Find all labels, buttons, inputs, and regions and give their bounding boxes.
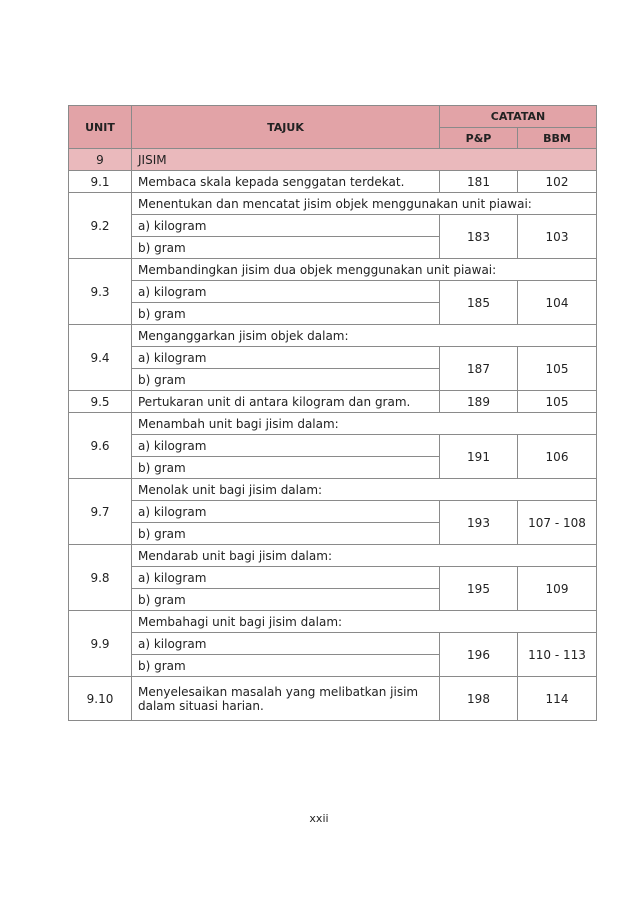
table-row bbox=[69, 567, 597, 589]
header-bbm: BBM bbox=[518, 128, 597, 149]
unit-cell: 9.5 bbox=[69, 391, 132, 413]
title-cell: Menyelesaikan masalah yang melibatkan jisim dalam situasi harian. bbox=[132, 677, 440, 721]
table-row bbox=[69, 501, 597, 523]
title-cell: Pertukaran unit di antara kilogram dan gram. bbox=[132, 391, 440, 413]
table-row bbox=[69, 413, 597, 435]
option-b-cell: b) gram bbox=[132, 523, 440, 545]
bbm-cell: 102 bbox=[518, 171, 597, 193]
unit-cell: 9.3 bbox=[69, 259, 132, 325]
bbm-cell: 109 bbox=[518, 567, 597, 611]
header-pp: P&P bbox=[440, 128, 518, 149]
table-row bbox=[69, 545, 597, 567]
unit-cell: 9.7 bbox=[69, 479, 132, 545]
pp-cell: 181 bbox=[440, 171, 518, 193]
section-title: JISIM bbox=[132, 149, 597, 171]
pp-cell: 198 bbox=[440, 677, 518, 721]
title-cell: Membahagi unit bagi jisim dalam: bbox=[132, 611, 597, 633]
title-cell: Menganggarkan jisim objek dalam: bbox=[132, 325, 597, 347]
header-unit: UNIT bbox=[69, 106, 132, 149]
unit-cell: 9.6 bbox=[69, 413, 132, 479]
pp-cell: 187 bbox=[440, 347, 518, 391]
option-a-cell: a) kilogram bbox=[132, 281, 440, 303]
option-b-cell: b) gram bbox=[132, 655, 440, 677]
bbm-cell: 107 - 108 bbox=[518, 501, 597, 545]
pp-cell: 183 bbox=[440, 215, 518, 259]
table-row bbox=[69, 677, 597, 721]
title-cell: Menolak unit bagi jisim dalam: bbox=[132, 479, 597, 501]
header-catatan: CATATAN bbox=[440, 106, 597, 128]
table-row bbox=[69, 611, 597, 633]
option-b-cell: b) gram bbox=[132, 589, 440, 611]
section-unit: 9 bbox=[69, 149, 132, 171]
pp-cell: 193 bbox=[440, 501, 518, 545]
option-b-cell: b) gram bbox=[132, 303, 440, 325]
unit-cell: 9.1 bbox=[69, 171, 132, 193]
option-a-cell: a) kilogram bbox=[132, 347, 440, 369]
contents-table bbox=[68, 105, 597, 721]
pp-cell: 189 bbox=[440, 391, 518, 413]
option-a-cell: a) kilogram bbox=[132, 501, 440, 523]
title-cell: Membaca skala kepada senggatan terdekat. bbox=[132, 171, 440, 193]
bbm-cell: 104 bbox=[518, 281, 597, 325]
option-a-cell: a) kilogram bbox=[132, 215, 440, 237]
table-row bbox=[69, 479, 597, 501]
bbm-cell: 105 bbox=[518, 391, 597, 413]
table-row bbox=[69, 171, 597, 193]
table-row bbox=[69, 215, 597, 237]
table-row bbox=[69, 347, 597, 369]
option-a-cell: a) kilogram bbox=[132, 567, 440, 589]
pp-cell: 196 bbox=[440, 633, 518, 677]
table-row bbox=[69, 435, 597, 457]
unit-cell: 9.9 bbox=[69, 611, 132, 677]
title-cell: Menambah unit bagi jisim dalam: bbox=[132, 413, 597, 435]
bbm-cell: 105 bbox=[518, 347, 597, 391]
unit-cell: 9.4 bbox=[69, 325, 132, 391]
unit-cell: 9.8 bbox=[69, 545, 132, 611]
title-cell: Menentukan dan mencatat jisim objek menggunakan unit piawai: bbox=[132, 193, 597, 215]
title-cell: Membandingkan jisim dua objek menggunakan unit piawai: bbox=[132, 259, 597, 281]
option-b-cell: b) gram bbox=[132, 369, 440, 391]
unit-cell: 9.10 bbox=[69, 677, 132, 721]
pp-cell: 195 bbox=[440, 567, 518, 611]
bbm-cell: 103 bbox=[518, 215, 597, 259]
title-cell: Mendarab unit bagi jisim dalam: bbox=[132, 545, 597, 567]
table-row bbox=[69, 193, 597, 215]
bbm-cell: 114 bbox=[518, 677, 597, 721]
bbm-cell: 110 - 113 bbox=[518, 633, 597, 677]
table-row bbox=[69, 633, 597, 655]
pp-cell: 191 bbox=[440, 435, 518, 479]
bbm-cell: 106 bbox=[518, 435, 597, 479]
unit-cell: 9.2 bbox=[69, 193, 132, 259]
page-number: xxii bbox=[309, 812, 329, 825]
header-tajuk: TAJUK bbox=[132, 106, 440, 149]
option-b-cell: b) gram bbox=[132, 237, 440, 259]
option-a-cell: a) kilogram bbox=[132, 633, 440, 655]
pp-cell: 185 bbox=[440, 281, 518, 325]
option-a-cell: a) kilogram bbox=[132, 435, 440, 457]
section-row bbox=[69, 149, 597, 171]
table-row bbox=[69, 281, 597, 303]
table-row bbox=[69, 259, 597, 281]
table-row bbox=[69, 391, 597, 413]
option-b-cell: b) gram bbox=[132, 457, 440, 479]
table-row bbox=[69, 325, 597, 347]
